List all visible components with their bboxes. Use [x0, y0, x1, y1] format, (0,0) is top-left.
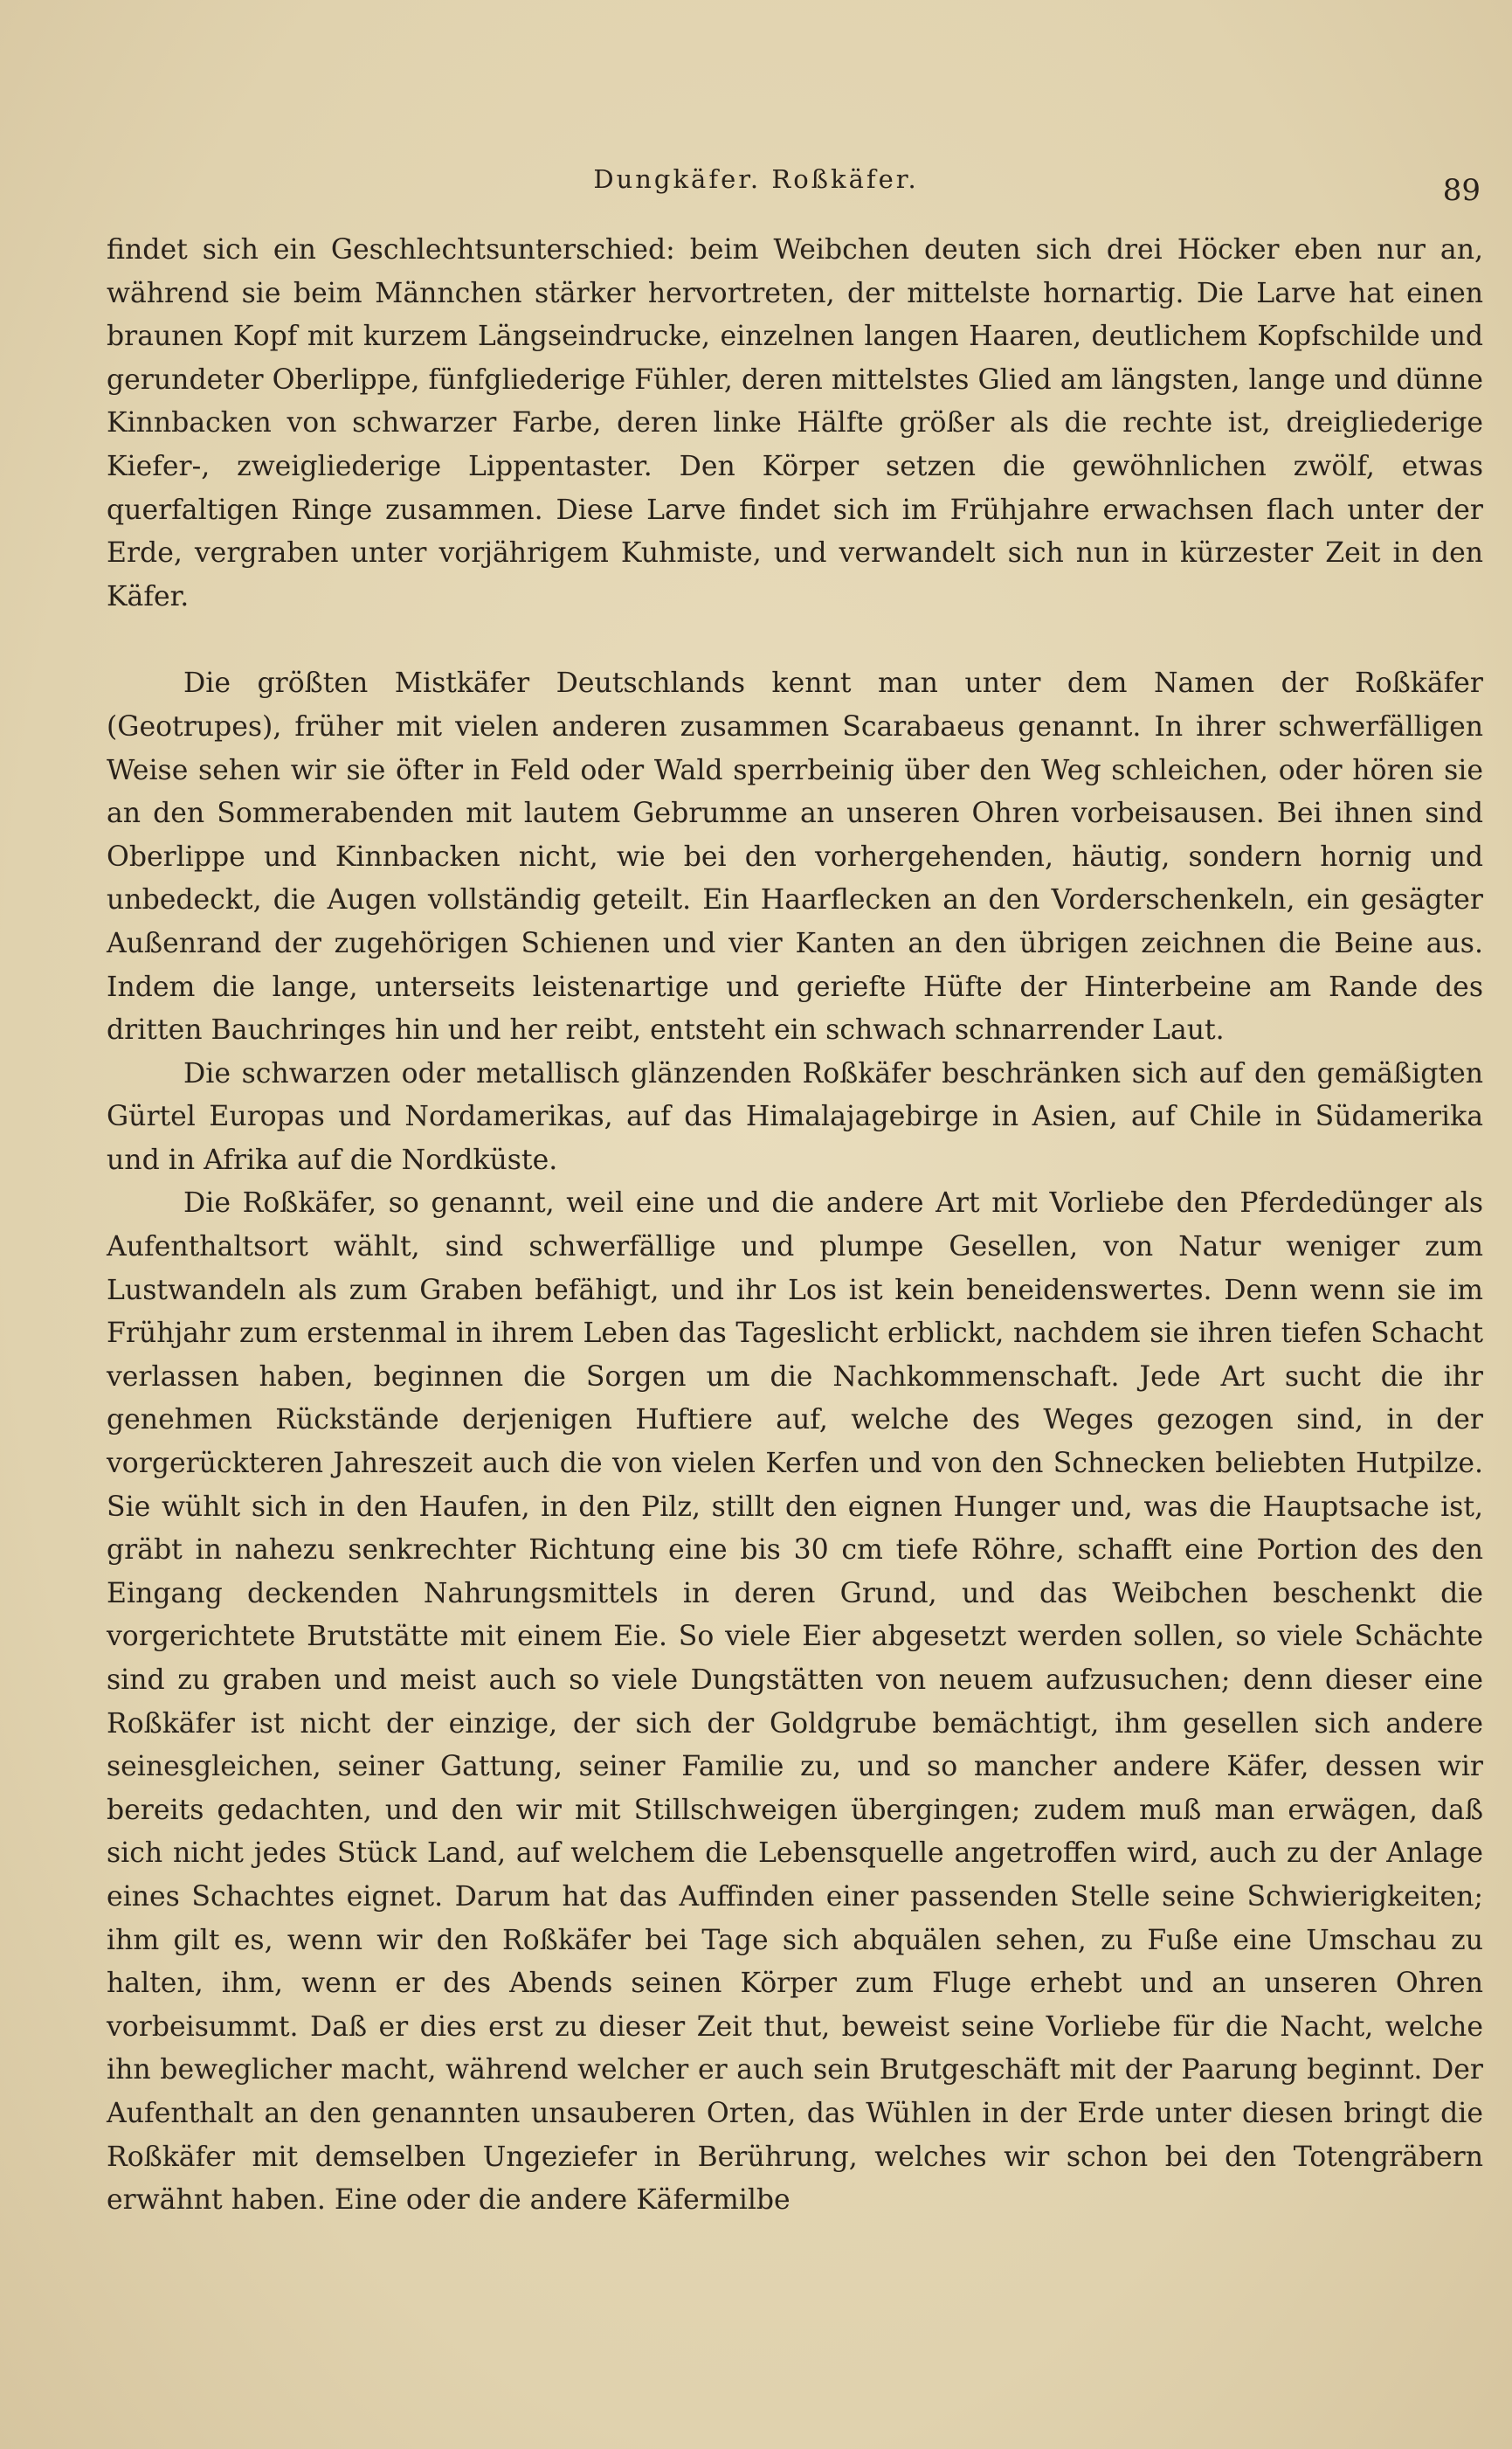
running-head: Dungkäfer. Roßkäfer. — [593, 164, 919, 194]
page-number: 89 — [1442, 173, 1481, 208]
paragraph-larva: findet sich ein Geschlechtsunterschied: beim Weibchen deuten sich drei Höcker eben nur an, während sie beim Männchen stärker hervortreten, der mittelste hornartig. Die Larve hat einen braunen Kopf mit kurzem Längseindrucke, einzelnen langen Haaren, deutlichem Kopfschilde und gerundeter Oberlippe, fünfgliederige Fühler, deren mittelstes Glied am längsten, lange und dünne Kinnbacken von schwarzer Farbe, deren linke Hälfte größer als die rechte ist, dreigliederige Kiefer-, zweigliederige Lippentaster. Den Körper setzen die gewöhnlichen zwölf, etwas querfaltigen Ringe zusammen. Diese Larve findet sich im Frühjahre erwachsen flach unter der Erde, vergraben unter vorjährigem Kuhmiste, und verwandelt sich nun in kürzester Zeit in den Käfer. — [107, 234, 1483, 612]
page-header — [0, 164, 1512, 208]
paragraph-rosskaefer-intro: Die größten Mistkäfer Deutschlands kennt man unter dem Namen der Roßkäfer (Geotrupes), früher mit vielen anderen zusammen Scarabaeus genannt. In ihrer schwerfälligen Weise sehen wir sie öfter in Feld oder Wald sperrbeinig über den Weg schleichen, oder hören sie an den Sommerabenden mit lautem Gebrumme an unseren Ohren vorbeisausen. Bei ihnen sind Oberlippe und Kinnbacken nicht, wie bei den vorhergehenden, häutig, sondern hornig und unbedeckt, die Augen vollständig geteilt. Ein Haarflecken an den Vorderschenkeln, ein gesägter Außenrand der zugehörigen Schienen und vier Kanten an den übrigen zeichnen die Beine aus. Indem die lange, unterseits leistenartige und geriefte Hüfte der Hinterbeine am Rande des dritten Bauchringes hin und her reibt, entsteht ein schwach schnarrender Laut. — [107, 668, 1483, 1047]
paragraph-behavior: Die Roßkäfer, so genannt, weil eine und die andere Art mit Vorliebe den Pferdedünger als Aufenthaltsort wählt, sind schwerfällige und plumpe Gesellen, von Natur weniger zum Lustwandeln als zum Graben befähigt, und ihr Los ist kein beneidenswertes. Denn wenn sie im Frühjahr zum erstenmal in ihrem Leben das Tageslicht erblickt, nachdem sie ihren tiefen Schacht verlassen haben, beginnen die Sorgen um die Nachkommenschaft. Jede Art sucht die ihr genehmen Rückstände derjenigen Huftiere auf, welche des Weges gezogen sind, in der vorgerückteren Jahreszeit auch die von vielen Kerfen und von den Schnecken beliebten Hutpilze. Sie wühlt sich in den Haufen, in den Pilz, stillt den eignen Hunger und, was die Hauptsache ist, gräbt in nahezu senkrechter Richtung eine bis 30 cm tiefe Röhre, schafft eine Portion des den Eingang deckenden Nahrungsmittels in deren Grund, und das Weibchen beschenkt die vorgerichtete Brutstätte mit einem Eie. So viele Eier abgesetzt werden sollen, so viele Schächte sind zu graben und meist auch so viele Dungstätten von neuem aufzusuchen; denn dieser eine Roßkäfer ist nicht der einzige, der sich der Goldgrube bemächtigt, ihm gesellen sich andere seinesgleichen, seiner Gattung, seiner Familie zu, und so mancher andere Käfer, dessen wir bereits gedachten, und den wir mit Stillschweigen übergingen; zudem muß man erwägen, daß sich nicht jedes Stück Land, auf welchem die Lebensquelle angetroffen wird, auch zu der Anlage eines Schachtes eignet. Darum hat das Auffinden einer passenden Stelle seine Schwierigkeiten; ihm gilt es, wenn wir den Roßkäfer bei Tage sich abquälen sehen, zu Fuße eine Umschau zu halten, ihm, wenn er des Abends seinen Körper zum Fluge erhebt und an unseren Ohren vorbeisummt. Daß er dies erst zu dieser Zeit thut, beweist seine Vorliebe für die Nacht, welche ihn beweglicher macht, während welcher er auch sein Brutgeschäft mit der Paarung beginnt. Der Aufenthalt an den genannten unsauberen Orten, das Wühlen in der Erde unter diesen bringt die Roßkäfer mit demselben Ungeziefer in Berührung, welches wir schon bei den Totengräbern erwähnt haben. Eine oder die andere Käfermilbe — [107, 1187, 1483, 2217]
body-text — [107, 229, 1483, 2223]
paragraph-distribution: Die schwarzen oder metallisch glänzenden Roßkäfer beschränken sich auf den gemäßigten Gürtel Europas und Nordamerikas, auf das Himalajagebirge in Asien, auf Chile in Südamerika und in Afrika auf die Nordküste. — [107, 1057, 1483, 1176]
